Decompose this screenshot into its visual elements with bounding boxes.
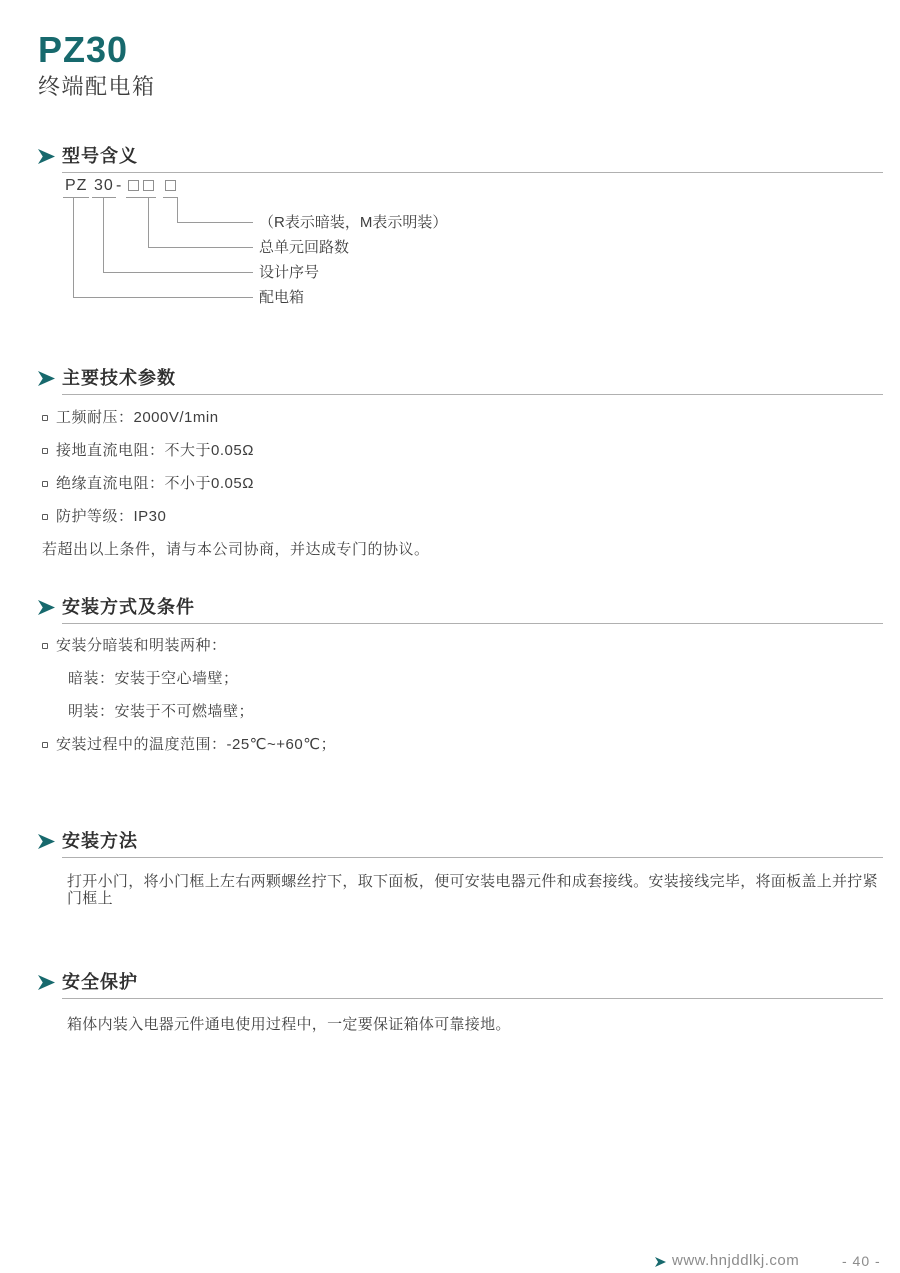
list-item <box>42 638 336 654</box>
list-item <box>42 671 336 687</box>
install-method-paragraph: 打开小门，将小门框上左右两颗螺丝拧下，取下面板，便可安装电器元件和成套接线。安装接线完毕，将面板盖上并拧紧门框上 <box>67 873 878 907</box>
section-header-model-meaning <box>38 146 883 174</box>
list-item-text: 安装分暗装和明装两种： <box>56 637 227 654</box>
section-arrow-icon <box>38 834 55 849</box>
list-item-text: 工频耐压：2000V/1min <box>56 409 219 426</box>
model-code-circuit-boxes <box>126 177 156 198</box>
section-arrow-icon <box>38 975 55 990</box>
diagram-label-circuits: 总单元回路数 <box>259 239 350 256</box>
install-conditions-list <box>42 638 336 770</box>
footer-website-link[interactable]: www.hnjddlkj.com <box>672 1252 800 1269</box>
page-title: PZ30 <box>38 29 129 70</box>
footer-page-number: - 40 - <box>842 1253 881 1269</box>
connector-line <box>103 272 253 273</box>
section-arrow-icon <box>38 600 55 615</box>
model-code-series: 30 <box>92 177 116 198</box>
section-underline <box>62 998 883 999</box>
connector-line <box>148 247 253 248</box>
model-code-diagram <box>0 177 900 317</box>
placeholder-box-icon <box>128 180 139 191</box>
page-subtitle: 终端配电箱 <box>38 74 156 99</box>
section-underline <box>62 172 883 173</box>
square-bullet-icon <box>42 643 48 649</box>
list-item <box>42 704 336 720</box>
placeholder-box-icon <box>143 180 154 191</box>
list-item-text: 暗装：安装于空心墙壁； <box>68 670 239 687</box>
section-arrow-icon <box>38 149 55 164</box>
list-item-text: 明装：安装于不可燃墙壁； <box>68 703 255 720</box>
section-title: 主要技术参数 <box>62 368 176 388</box>
section-underline <box>62 857 883 858</box>
connector-line <box>73 297 253 298</box>
list-item-text: 安装过程中的温度范围：-25℃~+60℃； <box>56 736 337 753</box>
section-title: 安装方式及条件 <box>62 597 195 617</box>
placeholder-box-icon <box>165 180 176 191</box>
list-item <box>42 476 430 492</box>
list-item <box>42 509 430 525</box>
safety-paragraph: 箱体内装入电器元件通电使用过程中，一定要保证箱体可靠接地。 <box>67 1016 511 1033</box>
diagram-label-mount-type: （R表示暗装，M表示明装） <box>259 214 448 231</box>
diagram-label-design-no: 设计序号 <box>259 264 320 281</box>
section-title: 型号含义 <box>62 146 138 166</box>
section-title: 安全保护 <box>62 972 138 992</box>
section-arrow-icon <box>38 371 55 386</box>
square-bullet-icon <box>42 448 48 454</box>
connector-line <box>148 198 149 248</box>
section-header-tech-params <box>38 368 883 396</box>
list-item-text: 防护等级：IP30 <box>56 508 167 525</box>
square-bullet-icon <box>42 514 48 520</box>
tech-params-list <box>42 410 430 558</box>
section-header-safety <box>38 972 883 1000</box>
section-underline <box>62 623 883 624</box>
section-header-install-method <box>38 831 883 859</box>
tech-params-note: 若超出以上条件，请与本公司协商，并达成专门的协议。 <box>42 541 430 558</box>
square-bullet-icon <box>42 742 48 748</box>
diagram-label-box: 配电箱 <box>259 289 305 306</box>
connector-line <box>177 198 178 223</box>
square-bullet-icon <box>42 415 48 421</box>
list-item-text: 接地直流电阻：不大于0.05Ω <box>56 442 254 459</box>
section-underline <box>62 394 883 395</box>
model-code-mount-box <box>163 177 178 198</box>
square-bullet-icon <box>42 481 48 487</box>
list-item <box>42 737 336 753</box>
list-item <box>42 443 430 459</box>
connector-line <box>103 198 104 273</box>
connector-line <box>177 222 253 223</box>
connector-line <box>73 198 74 298</box>
section-title: 安装方法 <box>62 831 138 851</box>
model-code-separator: - <box>116 177 122 194</box>
list-item <box>42 410 430 426</box>
list-item-text: 绝缘直流电阻：不小于0.05Ω <box>56 475 254 492</box>
section-header-install-conditions <box>38 597 883 625</box>
model-code-prefix: PZ <box>63 177 89 198</box>
footer-arrow-icon <box>655 1257 666 1267</box>
